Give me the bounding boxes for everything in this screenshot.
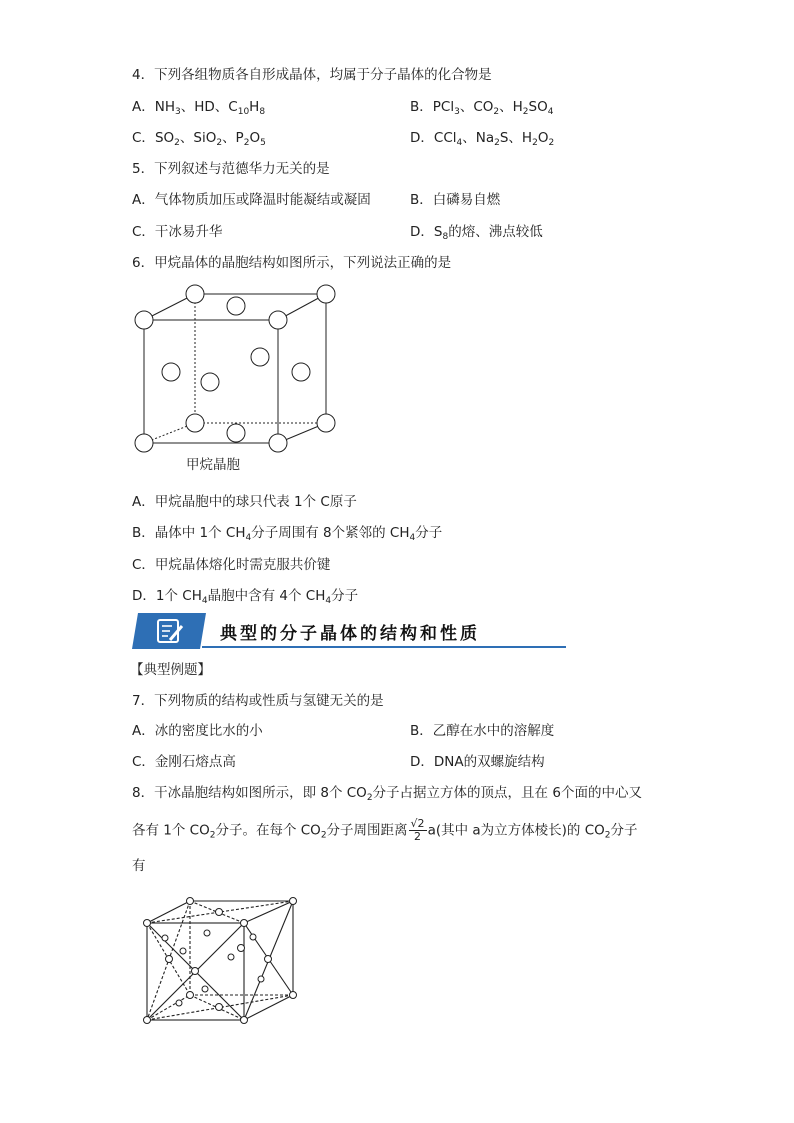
q7-stem: 7．下列物质的结构或性质与氢键无关的是: [132, 693, 384, 709]
face-center-molecule: [227, 424, 245, 442]
q5-option-a: A．气体物质加压或降温时能凝结或凝固: [132, 192, 371, 208]
q7-option-c: C．金刚石熔点高: [132, 754, 236, 770]
q4-stem: 4．下列各组物质各自形成晶体，均属于分子晶体的化合物是: [132, 67, 492, 83]
face-center-molecule: [251, 348, 269, 366]
q6-option-a: A．甲烷晶胞中的球只代表 1个 C原子: [132, 494, 357, 510]
q8-line-3: 有: [132, 858, 146, 874]
corner-molecule: [186, 285, 204, 303]
q4-option-d: D．CCl$_4$、$Na_2S$、$H_2O_2$: [410, 130, 555, 148]
q7-option-b: B．乙醇在水中的溶解度: [410, 723, 555, 739]
corner-molecule: [269, 434, 287, 452]
section-underline: [202, 646, 566, 648]
corner-molecule: [269, 311, 287, 329]
q5-option-c: C．干冰易升华: [132, 224, 223, 240]
methane-unit-cell-figure: [128, 280, 348, 480]
q4-option-c: C．$SO_2$、SiO$_2$、$P_2O_5$: [132, 130, 266, 148]
section-title: 典型的分子晶体的结构和性质: [220, 624, 480, 644]
q4-option-b: B．PCl$_3$、$CO_2$、$H_2SO_4$: [410, 99, 554, 117]
face-center-molecule: [227, 297, 245, 315]
corner-molecule: [135, 311, 153, 329]
dry-ice-unit-cell-figure: [135, 893, 310, 1038]
q7-option-d: D．DNA的双螺旋结构: [410, 754, 545, 770]
q6-option-d: D．1个 $CH_4$晶胞中含有 4个 $CH_4$分子: [132, 588, 359, 606]
figure-caption: 甲烷晶胞: [186, 457, 240, 473]
notepad-pencil-icon: [132, 613, 210, 649]
example-label: 【典型例题】: [130, 662, 211, 678]
q6-option-c: C．甲烷晶体熔化时需克服共价键: [132, 557, 331, 573]
q5-option-b: B．白磷易自燃: [410, 192, 501, 208]
corner-molecule: [317, 414, 335, 432]
corner-molecule: [317, 285, 335, 303]
q5-stem: 5．下列叙述与范德华力无关的是: [132, 161, 330, 177]
q6-option-b: B．晶体中 1个 $CH_4$分子周围有 8个紧邻的 $CH_4$分子: [132, 525, 443, 543]
face-center-molecule: [162, 363, 180, 381]
q7-option-a: A．冰的密度比水的小: [132, 723, 263, 739]
q4-option-a: A．$NH_3$、HD、$C_{10}H_8$: [132, 99, 266, 117]
section-banner: [132, 613, 566, 649]
face-center-molecule: [292, 363, 310, 381]
corner-molecule: [135, 434, 153, 452]
sqrt2-over-2-fraction: $\frac{√2}{2}$: [410, 817, 425, 843]
q8-line-1: 8．干冰晶胞结构如图所示，即 8个 $CO_2$分子占据立方体的顶点，且在 6个面的中心又: [132, 785, 642, 803]
q8-line-2: 各有 1个 $CO_2$分子。在每个 $CO_2$分子周围距离 $\frac{√2}{2}$ a(其中 a为立方体棱长)的 $CO_2$分子: [132, 817, 638, 843]
face-center-molecule: [201, 373, 219, 391]
q6-stem: 6．甲烷晶体的晶胞结构如图所示，下列说法正确的是: [132, 255, 452, 271]
corner-molecule: [186, 414, 204, 432]
q5-option-d: D．$S_8$的熔、沸点较低: [410, 224, 543, 242]
